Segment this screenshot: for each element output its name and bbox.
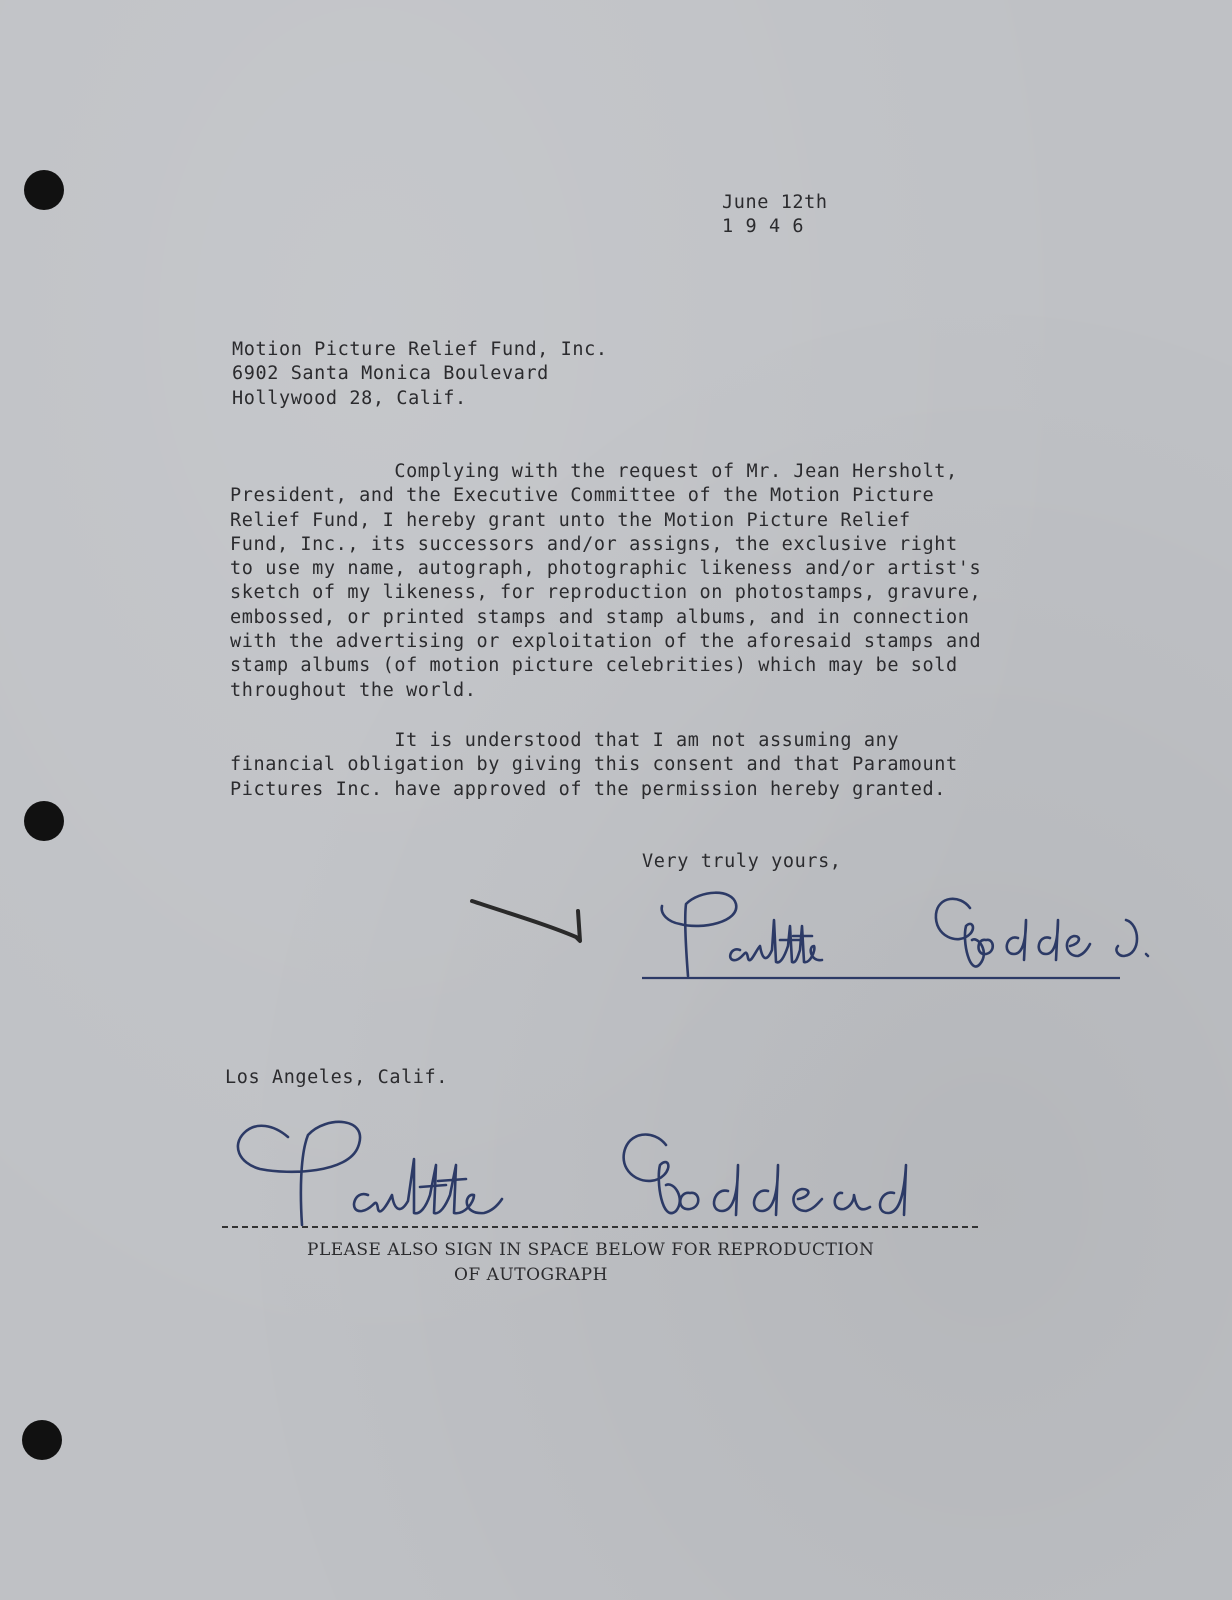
paragraph-line: throughout the world. xyxy=(230,679,477,701)
location: Los Angeles, Calif. xyxy=(225,1067,449,1088)
addressee-line: Hollywood 28, Calif. xyxy=(232,387,467,409)
paragraph-line: sketch of my likeness, for reproduction on photostamps, gravure, xyxy=(230,582,982,604)
addressee-line: 6902 Santa Monica Boulevard xyxy=(232,363,549,385)
closing: Very truly yours, xyxy=(642,851,842,872)
autograph-signature-line xyxy=(222,1226,978,1228)
paragraph-line: It is understood that I am not assuming any xyxy=(230,730,900,751)
paragraph-line: Complying with the request of Mr. Jean Hersholt, xyxy=(230,461,958,482)
paragraph-line: embossed, or printed stamps and stamp albums, and in connection xyxy=(230,606,970,628)
body-paragraph-grant xyxy=(230,460,981,703)
paragraph-line: President, and the Executive Committee of the Motion Picture xyxy=(230,485,935,507)
addressee-line: Motion Picture Relief Fund, Inc. xyxy=(232,339,608,360)
paragraph-line: with the advertising or exploitation of the aforesaid stamps and xyxy=(230,631,982,653)
punch-hole-bottom xyxy=(22,1420,62,1460)
paragraph-line: Pictures Inc. have approved of the permission hereby granted. xyxy=(230,778,947,800)
punch-hole-middle xyxy=(24,801,64,841)
paragraph-line: stamp albums (of motion picture celebrities) which may be sold xyxy=(230,655,958,677)
autograph-instruction-line1: PLEASE ALSO SIGN IN SPACE BELOW FOR REPRODUCTION xyxy=(307,1240,875,1260)
date-month-day: June 12th xyxy=(722,192,828,213)
paragraph-line: Fund, Inc., its successors and/or assigns, the exclusive right xyxy=(230,533,958,555)
checkmark-icon xyxy=(468,895,598,965)
signature-image xyxy=(640,880,1180,990)
addressee-block xyxy=(232,338,608,411)
paragraph-line: Relief Fund, I hereby grant unto the Motion Picture Relief xyxy=(230,509,911,531)
body-paragraph-obligation xyxy=(230,729,958,802)
punch-hole-top xyxy=(24,170,64,210)
paragraph-line: to use my name, autograph, photographic likeness and/or artist's xyxy=(230,558,982,580)
autograph-instruction-line2: OF AUTOGRAPH xyxy=(454,1265,608,1285)
date-year: 1 9 4 6 xyxy=(722,216,805,237)
paragraph-line: financial obligation by giving this consent and that Paramount xyxy=(230,754,958,776)
